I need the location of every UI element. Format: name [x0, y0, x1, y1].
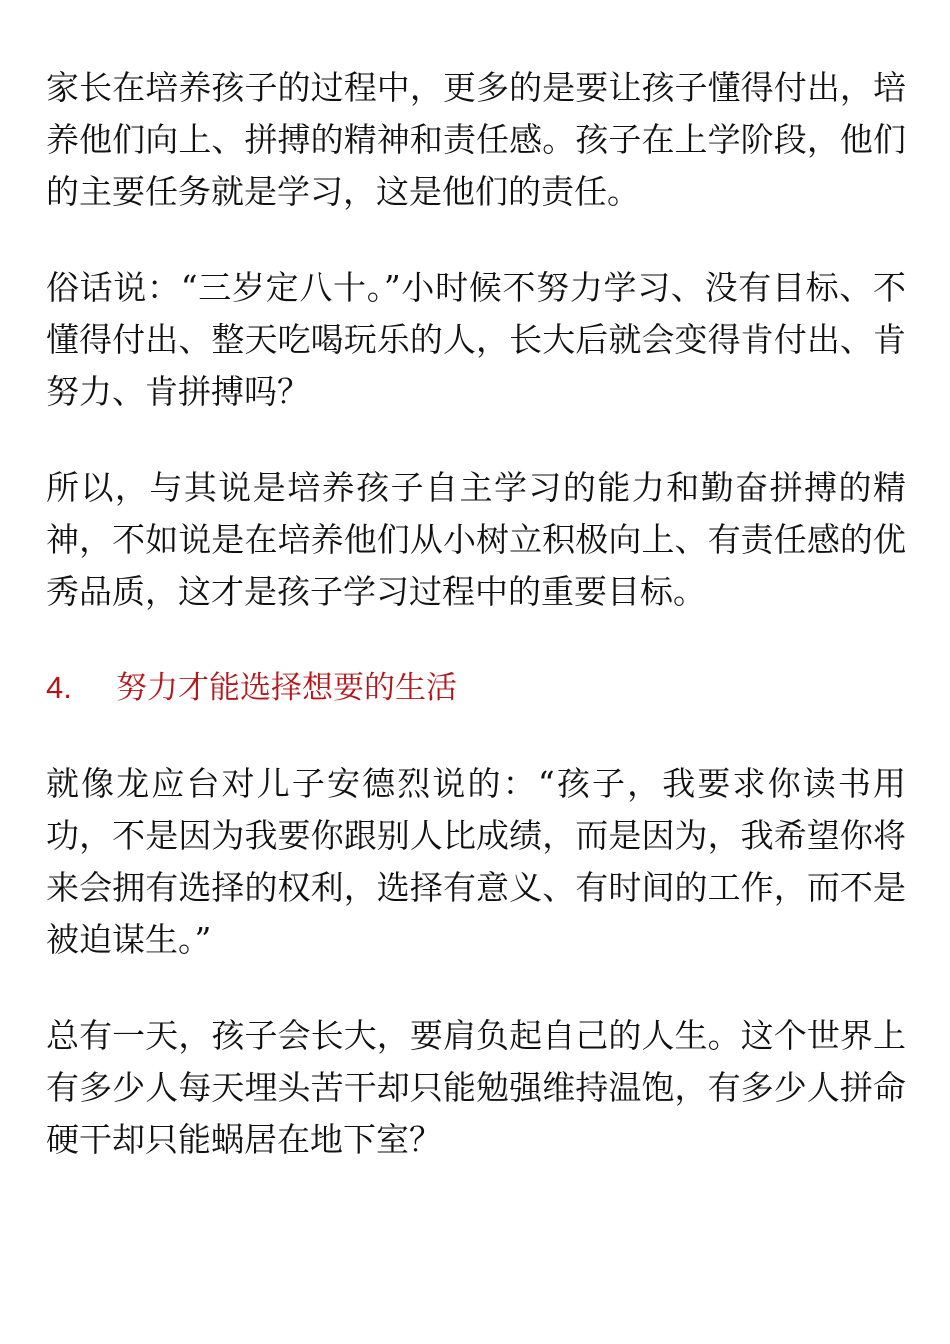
document-page	[46, 62, 906, 1210]
paragraph-goal: 所以，与其说是培养孩子自主学习的能力和勤奋拼搏的精神，不如说是在培养他们从小树立积极向上、有责任感的优秀品质，这才是孩子学习过程中的重要目标。	[46, 468, 906, 611]
section-title: 努力才能选择想要的生活	[116, 670, 457, 706]
paragraph-quote: 就像龙应台对儿子安德烈说的：“孩子，我要求你读书用功，不是因为我要你跟别人比成绩，而是因为，我希望你将来会拥有选择的权利，选择有意义、有时间的工作，而不是被迫谋生。”	[46, 764, 906, 959]
paragraph-future: 总有一天，孩子会长大，要肩负起自己的人生。这个世界上有多少人每天埋头苦干却只能勉强维持温饱，有多少人拼命硬干却只能蜗居在地下室？	[46, 1016, 906, 1159]
paragraph-proverb: 俗话说：“三岁定八十。”小时候不努力学习、没有目标、不懂得付出、整天吃喝玩乐的人，长大后就会变得肯付出、肯努力、肯拼搏吗？	[46, 268, 906, 411]
section-number: 4.	[46, 670, 72, 705]
paragraph-responsibility: 家长在培养孩子的过程中，更多的是要让孩子懂得付出，培养他们向上、拼搏的精神和责任感。孩子在上学阶段，他们的主要任务就是学习，这是他们的责任。	[46, 68, 906, 211]
section-heading	[46, 662, 906, 714]
